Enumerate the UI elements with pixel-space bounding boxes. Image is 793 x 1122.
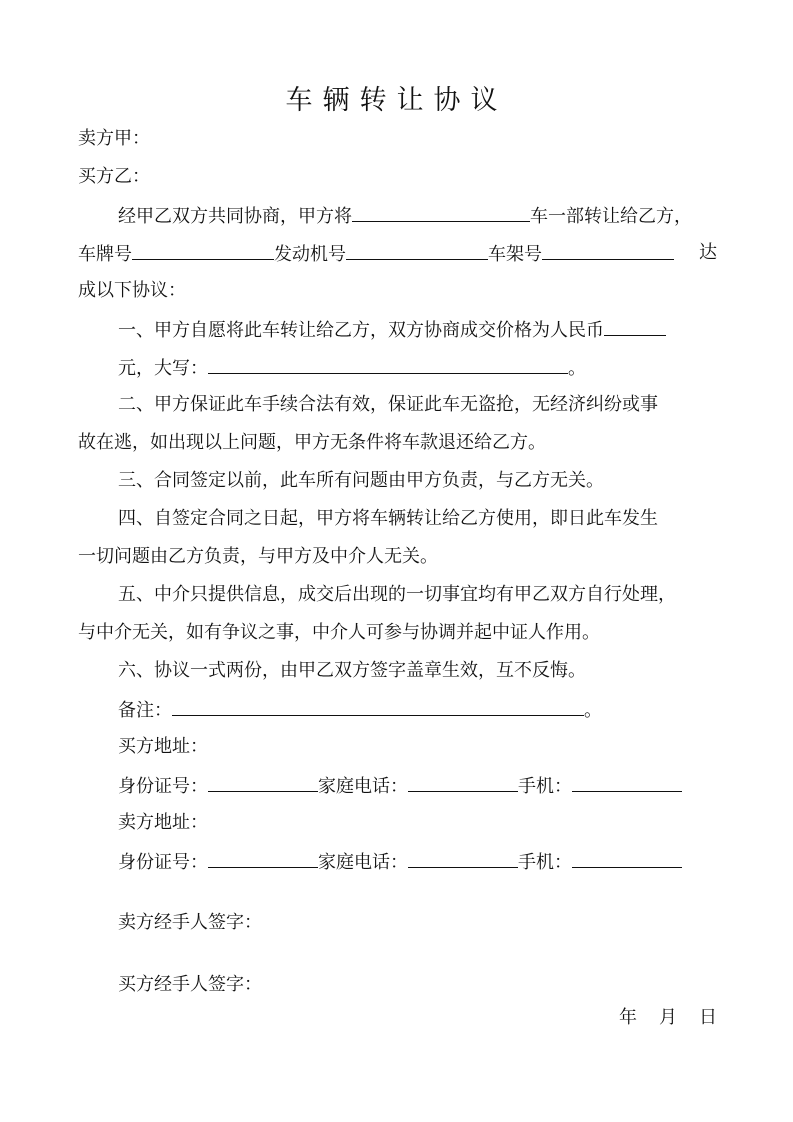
plate-label: 车牌号 bbox=[78, 244, 132, 265]
seller-contact-line bbox=[118, 849, 682, 875]
remarks-line bbox=[118, 697, 602, 723]
buyer-agent-signature: 买方经手人签字： bbox=[118, 974, 262, 995]
plate-blank[interactable] bbox=[132, 241, 274, 260]
date-year: 年 bbox=[619, 1007, 637, 1028]
remarks-end: 。 bbox=[584, 700, 602, 721]
buyer-address: 买方地址： bbox=[118, 736, 208, 757]
seller-mobile-blank[interactable] bbox=[572, 849, 682, 868]
remarks-blank[interactable] bbox=[172, 697, 584, 716]
intro-line-1 bbox=[118, 203, 692, 229]
intro-text-1: 经甲乙双方共同协商，甲方将 bbox=[118, 206, 352, 227]
seller-mobile-label: 手机： bbox=[518, 852, 572, 873]
amount-end: 。 bbox=[568, 358, 586, 379]
engine-blank[interactable] bbox=[346, 241, 488, 260]
seller-id-label: 身份证号： bbox=[118, 852, 208, 873]
clause-3: 三、合同签定以前，此车所有问题由甲方负责，与乙方无关。 bbox=[118, 470, 604, 491]
seller-address: 卖方地址： bbox=[118, 812, 208, 833]
clause-5-line-2: 与中介无关，如有争议之事，中介人可参与协调并起中证人作用。 bbox=[78, 622, 600, 643]
date-day: 日 bbox=[699, 1007, 717, 1028]
frame-label: 车架号 bbox=[488, 244, 542, 265]
seller-label: 卖方甲： bbox=[78, 128, 150, 149]
intro-line-2 bbox=[78, 241, 674, 267]
agree-text: 成以下协议： bbox=[78, 280, 186, 301]
price-blank[interactable] bbox=[604, 317, 666, 336]
intro-text-2: 车一部转让给乙方， bbox=[530, 206, 692, 227]
remarks-label: 备注： bbox=[118, 700, 172, 721]
buyer-mobile-label: 手机： bbox=[518, 776, 572, 797]
reach-text: 达 bbox=[699, 242, 717, 263]
clause-4-line-2: 一切问题由乙方负责，与甲方及中介人无关。 bbox=[78, 546, 438, 567]
clause-5-line-1: 五、中介只提供信息，成交后出现的一切事宜均有甲乙双方自行处理， bbox=[118, 584, 676, 605]
buyer-id-label: 身份证号： bbox=[118, 776, 208, 797]
buyer-phone-label: 家庭电话： bbox=[318, 776, 408, 797]
buyer-label: 买方乙： bbox=[78, 166, 150, 187]
buyer-mobile-blank[interactable] bbox=[572, 773, 682, 792]
clause-2-line-1: 二、甲方保证此车手续合法有效，保证此车无盗抢，无经济纠纷或事 bbox=[118, 394, 658, 415]
clause-4-line-1: 四、自签定合同之日起，甲方将车辆转让给乙方使用，即日此车发生 bbox=[118, 508, 658, 529]
seller-agent-signature: 卖方经手人签字： bbox=[118, 912, 262, 933]
seller-phone-blank[interactable] bbox=[408, 849, 518, 868]
clause-6: 六、协议一式两份，由甲乙双方签字盖章生效，互不反悔。 bbox=[118, 660, 586, 681]
seller-id-blank[interactable] bbox=[208, 849, 318, 868]
engine-label: 发动机号 bbox=[274, 244, 346, 265]
amount-label: 元，大写： bbox=[118, 358, 208, 379]
clause-1 bbox=[118, 317, 666, 343]
seller-phone-label: 家庭电话： bbox=[318, 852, 408, 873]
date-month: 月 bbox=[659, 1007, 677, 1028]
buyer-contact-line bbox=[118, 773, 682, 799]
vehicle-type-blank[interactable] bbox=[352, 203, 530, 222]
clause-2-line-2: 故在逃，如出现以上问题，甲方无条件将车款退还给乙方。 bbox=[78, 432, 546, 453]
buyer-phone-blank[interactable] bbox=[408, 773, 518, 792]
frame-blank[interactable] bbox=[542, 241, 674, 260]
document-title: 车辆转让协议 bbox=[285, 85, 508, 116]
date-line bbox=[619, 1003, 717, 1029]
buyer-id-blank[interactable] bbox=[208, 773, 318, 792]
amount-words-blank[interactable] bbox=[208, 355, 568, 374]
clause-1-amount bbox=[118, 355, 586, 381]
clause-1-text: 一、甲方自愿将此车转让给乙方，双方协商成交价格为人民币 bbox=[118, 320, 604, 341]
